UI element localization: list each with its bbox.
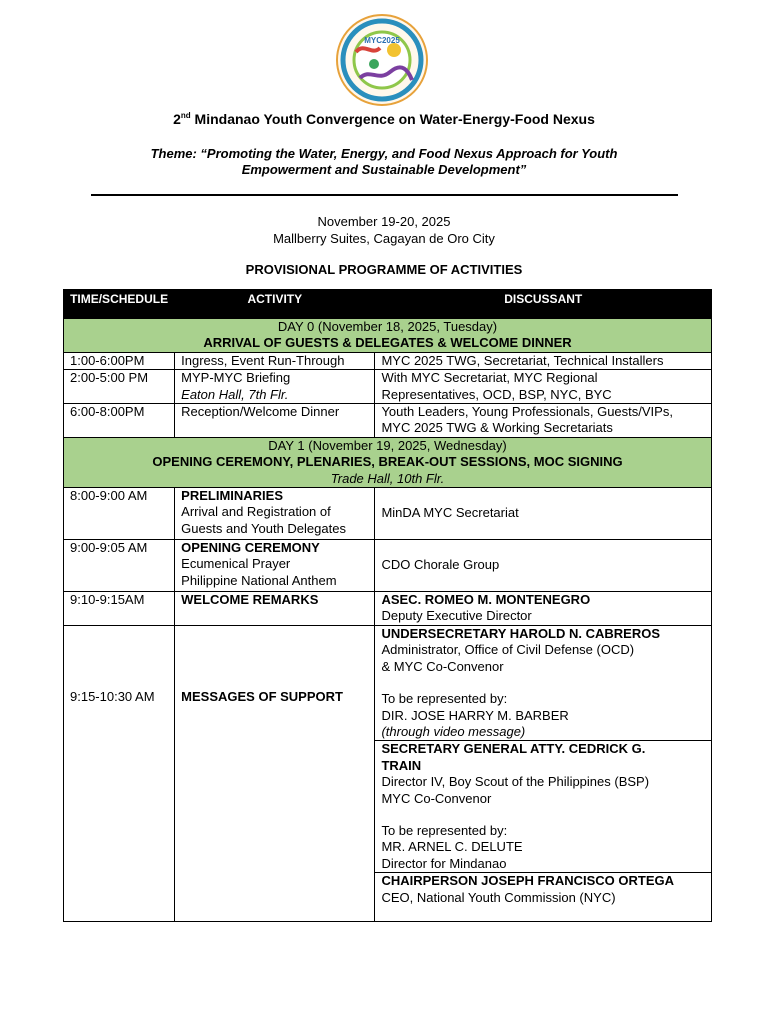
event-venue: Mallberry Suites, Cagayan de Oro City xyxy=(273,231,495,246)
activity-cell xyxy=(175,488,375,540)
event-date: November 19-20, 2025 xyxy=(317,214,451,229)
day-1-date: DAY 1 (November 19, 2025, Wednesday) xyxy=(268,437,507,453)
activity-cell: Reception/Welcome Dinner xyxy=(175,404,375,438)
time-cell: 8:00-9:00 AM xyxy=(64,488,175,540)
speaker-name: SECRETARY GENERAL ATTY. CEDRICK G. xyxy=(381,741,646,757)
discussant-cell xyxy=(375,404,712,438)
table-header-row xyxy=(64,290,712,319)
header-discussant: DISCUSSANT xyxy=(375,290,712,319)
activity-cell: WELCOME REMARKS xyxy=(175,592,375,626)
table-row xyxy=(64,540,712,592)
time-cell: 2:00-5:00 PM xyxy=(64,370,175,404)
representative-label: To be represented by: xyxy=(381,822,508,838)
activity-location: Eaton Hall, 7th Flr. xyxy=(181,386,289,402)
activity-cell xyxy=(175,370,375,404)
theme-line-1: Theme: “Promoting the Water, Energy, and Food Nexus Approach for Youth xyxy=(150,146,618,161)
speaker-role: Deputy Executive Director xyxy=(381,608,532,624)
activity-line: Ecumenical Prayer xyxy=(181,556,291,572)
table-row xyxy=(64,352,712,369)
table-row xyxy=(64,625,712,921)
day-0-band xyxy=(64,319,712,353)
activity-cell xyxy=(175,625,375,921)
time-cell xyxy=(64,625,175,921)
time-cell: 9:00-9:05 AM xyxy=(64,540,175,592)
time-cell: 6:00-8:00PM xyxy=(64,404,175,438)
activity-cell: Ingress, Event Run-Through xyxy=(175,352,375,369)
speaker-name: ASEC. ROMEO M. MONTENEGRO xyxy=(381,592,591,608)
activity-line: Guests and Youth Delegates xyxy=(181,520,346,536)
header-activity: ACTIVITY xyxy=(175,290,375,319)
horizontal-rule xyxy=(91,194,678,196)
day-0-title: ARRIVAL OF GUESTS & DELEGATES & WELCOME DINNER xyxy=(203,335,572,351)
theme-statement xyxy=(100,146,668,178)
discussant-cell xyxy=(375,370,712,404)
speaker-role: & MYC Co-Convenor xyxy=(381,658,504,674)
activity-heading: PRELIMINARIES xyxy=(181,488,283,504)
programme-table xyxy=(63,289,712,922)
discussant-line: Representatives, OCD, BSP, NYC, BYC xyxy=(381,386,612,402)
speaker-role: CEO, National Youth Commission (NYC) xyxy=(381,889,616,905)
discussant-line: MYC 2025 TWG & Working Secretariats xyxy=(381,420,613,436)
table-row xyxy=(64,404,712,438)
speaker-role: Administrator, Office of Civil Defense (OCD) xyxy=(381,642,635,658)
representative-name: DIR. JOSE HARRY M. BARBER xyxy=(381,707,569,723)
logo-text: MYC2025 xyxy=(364,36,400,45)
page-title: 2nd Mindanao Youth Convergence on Water-Energy-Food Nexus xyxy=(173,111,595,127)
day-0-date: DAY 0 (November 18, 2025, Tuesday) xyxy=(277,319,498,334)
myc2025-logo xyxy=(330,12,434,108)
representative-label: To be represented by: xyxy=(381,691,508,707)
activity-heading: MESSAGES OF SUPPORT xyxy=(181,688,343,704)
table-row xyxy=(64,488,712,540)
activity-line: Philippine National Anthem xyxy=(181,572,337,588)
time-cell: 9:10-9:15AM xyxy=(64,592,175,626)
speaker-block-bsp xyxy=(375,740,711,872)
header-time: TIME/SCHEDULE xyxy=(64,290,175,319)
day-1-band xyxy=(64,437,712,487)
speaker-block-nyc xyxy=(375,872,711,906)
speaker-name: CHAIRPERSON JOSEPH FRANCISCO ORTEGA xyxy=(381,873,674,889)
table-row xyxy=(64,370,712,404)
representative-role: Director for Mindanao xyxy=(381,855,507,871)
discussant-cell: MYC 2025 TWG, Secretariat, Technical Installers xyxy=(375,352,712,369)
table-row xyxy=(64,592,712,626)
speaker-role: Director IV, Boy Scout of the Philippines (BSP) xyxy=(381,774,650,790)
discussant-cell: CDO Chorale Group xyxy=(375,540,712,592)
speaker-block-ocd xyxy=(381,626,705,740)
programme-heading: PROVISIONAL PROGRAMME OF ACTIVITIES xyxy=(245,262,523,277)
discussant-cell xyxy=(375,625,712,921)
delivery-note: (through video message) xyxy=(381,723,526,739)
time-cell: 1:00-6:00PM xyxy=(64,352,175,369)
discussant-cell: MinDA MYC Secretariat xyxy=(375,488,712,540)
activity-text: MYP-MYC Briefing xyxy=(181,370,291,386)
time-text: 9:15-10:30 AM xyxy=(70,688,155,704)
speaker-name: TRAIN xyxy=(381,757,422,773)
activity-heading: OPENING CEREMONY xyxy=(181,540,320,556)
speaker-name: UNDERSECRETARY HAROLD N. CABREROS xyxy=(381,625,661,641)
activity-cell xyxy=(175,540,375,592)
day-1-venue: Trade Hall, 10th Flr. xyxy=(330,470,445,486)
day-1-title: OPENING CEREMONY, PLENARIES, BREAK-OUT SESSIONS, MOC SIGNING xyxy=(152,454,623,470)
activity-line: Arrival and Registration of xyxy=(181,504,331,520)
event-details xyxy=(0,213,768,247)
discussant-line: With MYC Secretariat, MYC Regional xyxy=(381,370,598,386)
discussant-cell xyxy=(375,592,712,626)
discussant-line: Youth Leaders, Young Professionals, Guests/VIPs, xyxy=(381,404,673,420)
theme-line-2: Empowerment and Sustainable Development” xyxy=(241,162,527,177)
representative-name: MR. ARNEL C. DELUTE xyxy=(381,839,523,855)
speaker-role: MYC Co-Convenor xyxy=(381,790,492,806)
